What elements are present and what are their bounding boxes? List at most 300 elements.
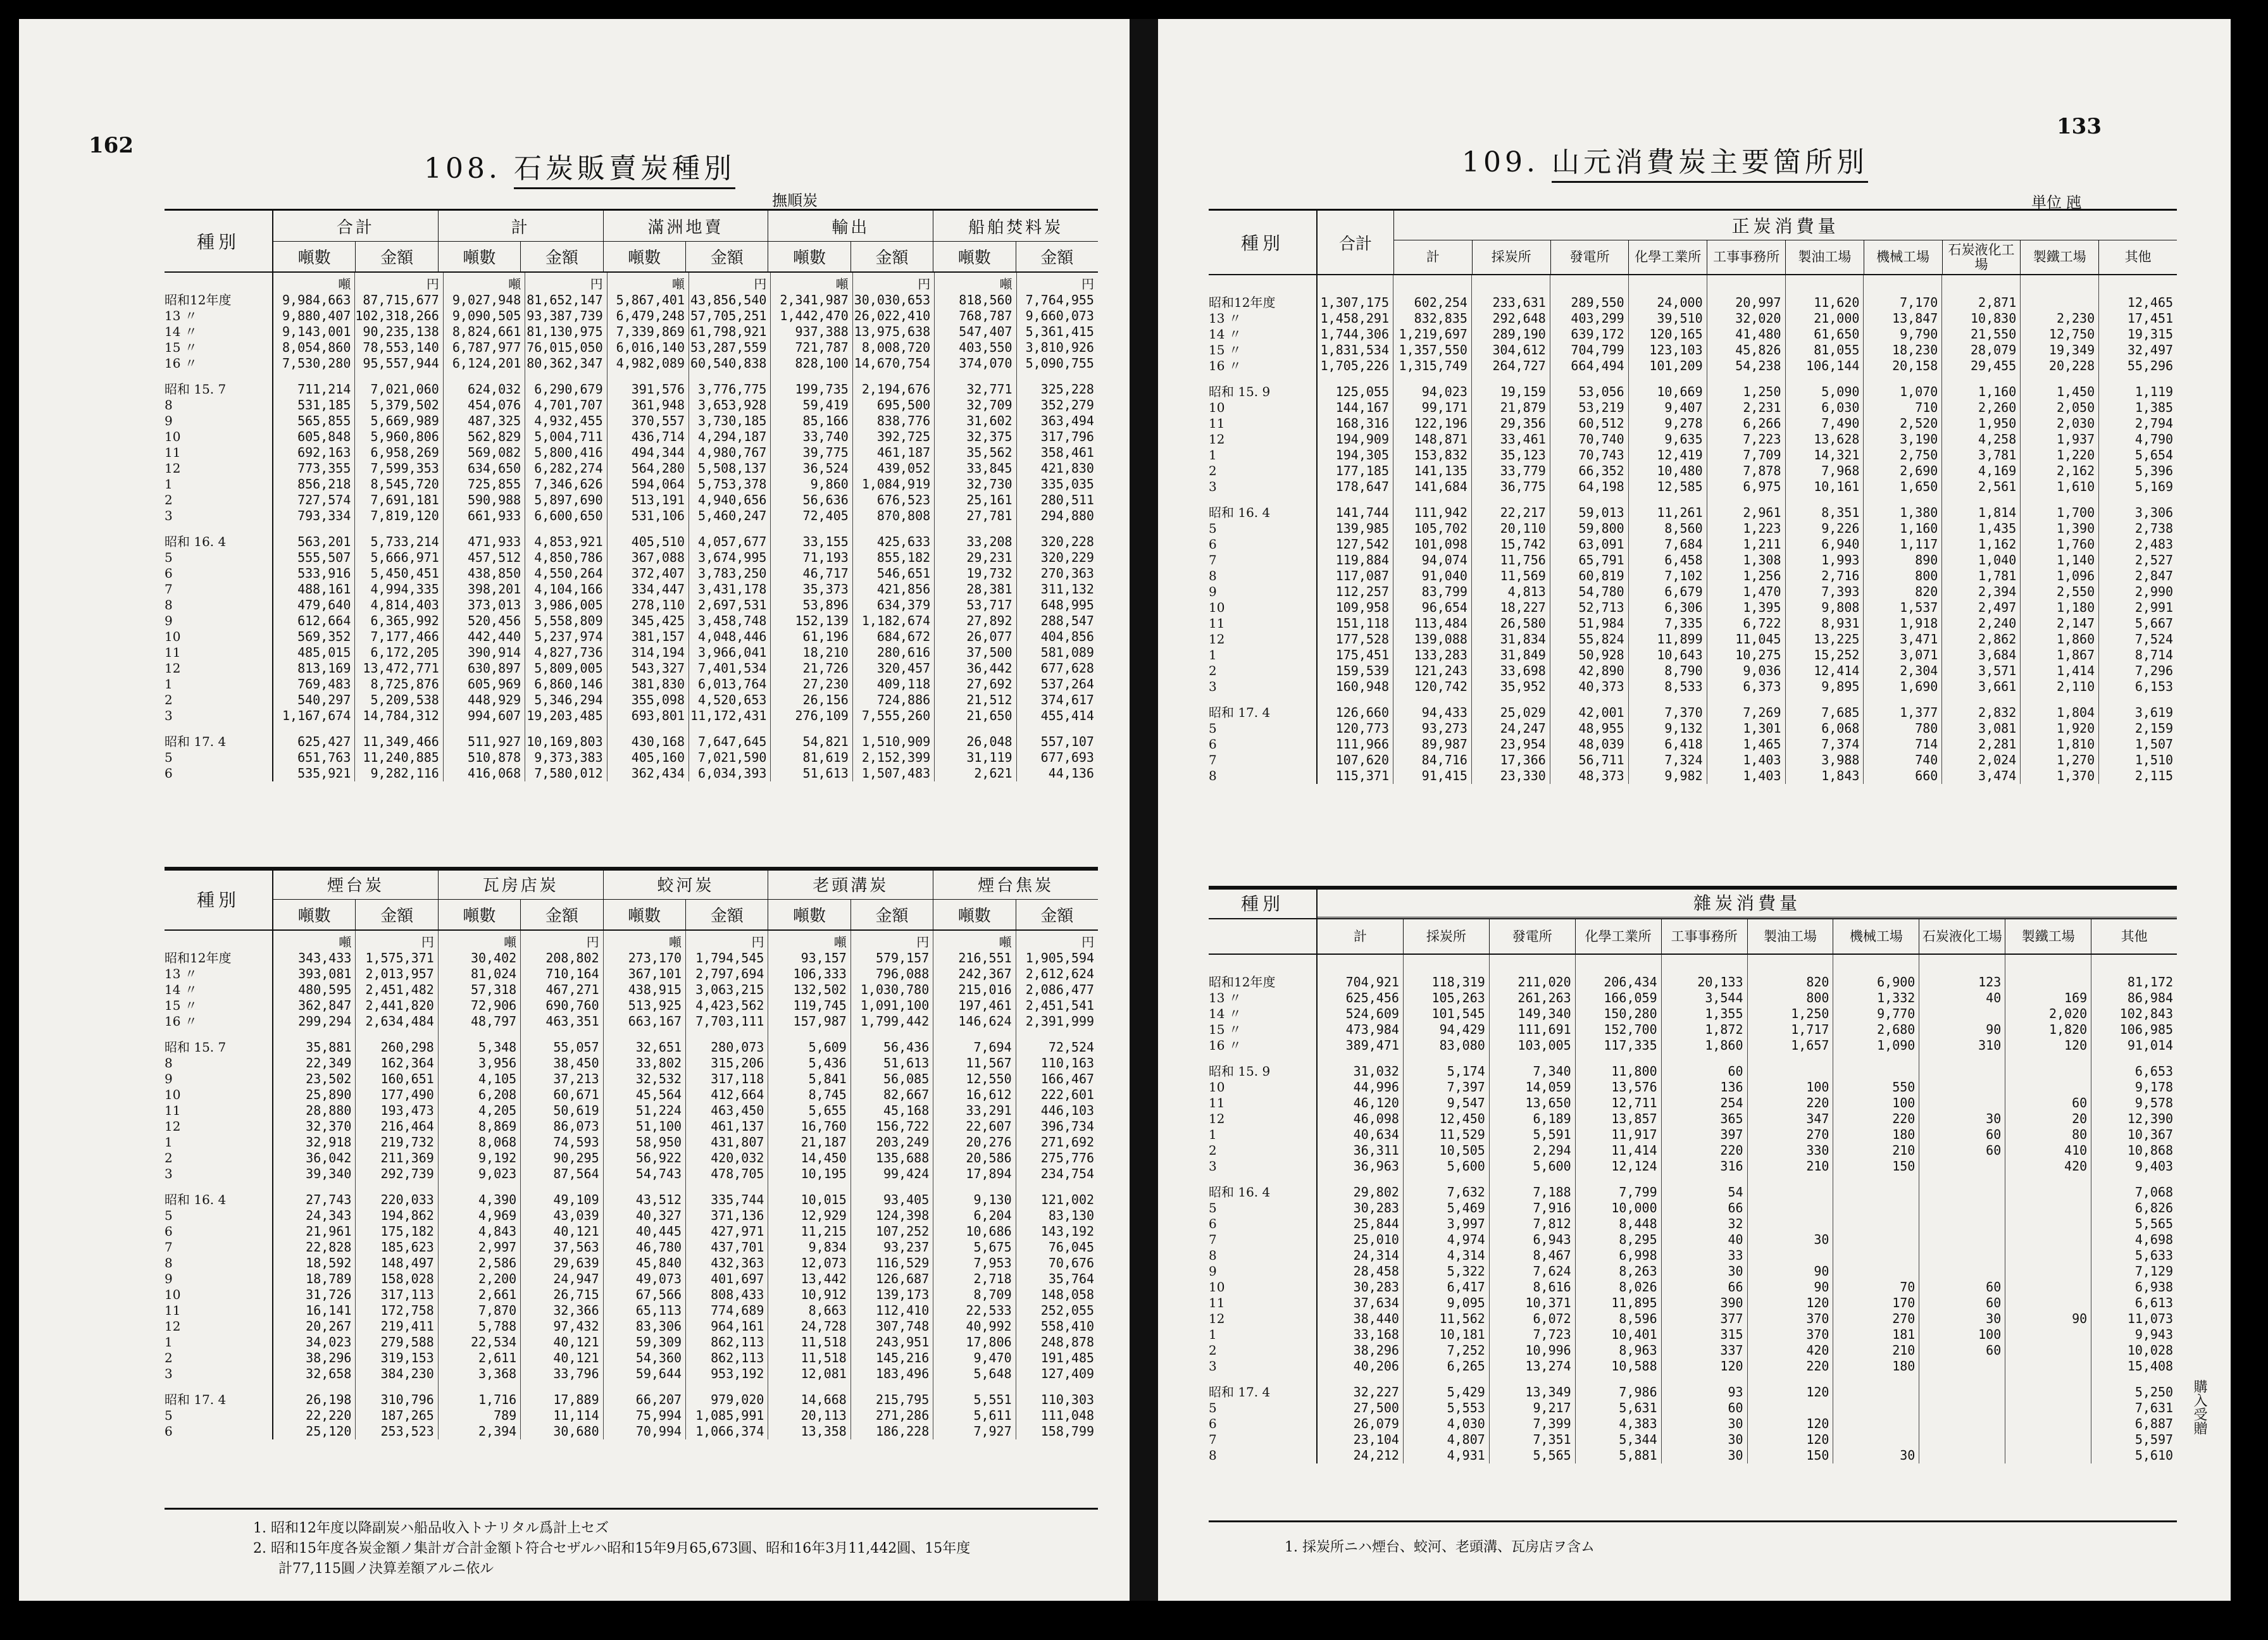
data-cell [1748,1184,1829,1200]
data-cell: 6,016,140 [616,340,685,355]
data-cell: 2,115 [2134,768,2174,783]
header-group [768,869,933,929]
data-cell: 66,352 [1578,463,1624,478]
row-label: 6 [165,566,173,581]
data-cell [2005,1432,2087,1448]
data-cell: 36,311 [1353,1143,1399,1158]
data-cell: 1,414 [2056,663,2095,678]
data-cell: 9,023 [478,1166,517,1181]
data-cell: 11,349,466 [363,734,439,749]
row-label: 10 [165,1087,181,1102]
data-cell: 30,680 [553,1424,599,1439]
data-cell: 510,878 [467,750,521,765]
data-cell: 96,654 [1421,600,1467,615]
data-cell: 150 [1806,1448,1829,1463]
row-label: 7 [1209,552,1217,568]
row-gap [1707,495,1781,505]
data-cell: 48,373 [1578,768,1624,783]
right-note-1: 1. 採炭所ニハ煙台、蛟河、老頭溝、瓦房店ヲ含ム [1285,1539,1595,1555]
data-cell: 7,819,120 [370,508,439,523]
data-cell: 38,296 [1353,1343,1399,1358]
data-cell: 1,950 [1978,416,2017,431]
data-cell: 60,819 [1578,568,1624,583]
data-cell: 49,109 [553,1192,599,1207]
row-gap [1404,1053,1485,1064]
data-cell: 22,220 [306,1408,352,1423]
row-label: 2 [1209,1343,1217,1358]
data-cell: 37,213 [553,1071,599,1086]
data-cell: 3,966,041 [698,645,767,660]
data-cell: 123 [1978,974,2002,990]
row-label: 6 [1209,1216,1217,1231]
data-cell: 1,918 [1900,616,1938,631]
data-column [525,273,607,781]
row-header: 種別 [1209,211,1318,274]
data-cell: 2,738 [2134,521,2174,536]
data-cell: 15,742 [1500,537,1546,552]
data-cell: 84,716 [1421,752,1467,767]
data-cell: 17,806 [966,1334,1012,1350]
data-cell: 264,727 [1492,358,1546,373]
data-cell: 9,984,663 [282,292,351,308]
data-cell: 727,574 [297,492,351,507]
data-cell: 334,447 [631,581,685,597]
data-cell: 473,984 [1345,1022,1399,1037]
data-cell: 1,370 [2056,768,2095,783]
data-cell: 6,124,201 [452,356,521,371]
data-cell: 59,419 [802,397,849,413]
data-cell: 243,951 [875,1334,930,1350]
row-gap [604,1182,682,1192]
sub-header: 採炭所 [1473,240,1551,274]
data-cell: 605,848 [297,429,351,444]
data-cell [2005,1400,2087,1416]
data-cell: 320,457 [876,661,931,676]
data-cell: 4,105 [478,1071,517,1086]
data-cell: 43,039 [553,1208,599,1223]
data-cell: 10,505 [1439,1143,1485,1158]
row-gap [1318,695,1389,705]
data-cell: 372,407 [631,566,685,581]
data-cell: 123,103 [1649,342,1703,357]
data-cell: 7,631 [2134,1400,2174,1415]
data-cell [2021,295,2095,311]
data-cell [2005,1327,2087,1343]
data-cell: 335,744 [711,1192,764,1207]
row-label: 8 [1209,1448,1217,1463]
data-cell: 4,843 [478,1224,517,1239]
data-cell: 33,168 [1353,1327,1399,1342]
data-cell: 2,394 [478,1424,517,1439]
data-cell: 5,597 [2134,1432,2174,1447]
data-cell: 116,529 [875,1255,930,1270]
data-cell [2005,1358,2087,1374]
data-cell: 3,368 [478,1366,517,1381]
data-cell: 260,298 [380,1040,434,1055]
sub-header: 其他 [2121,928,2148,944]
data-cell: 2,680 [1877,1022,1916,1037]
data-cell: 13,442 [801,1271,847,1286]
data-cell: 2,231 [1743,400,1781,415]
data-cell: 25,890 [306,1087,352,1102]
data-cell: 5,450,451 [370,566,439,581]
data-cell: 964,161 [711,1319,764,1334]
row-label: 5 [1209,1400,1217,1415]
data-cell: 4,850,786 [534,550,603,565]
data-cell: 4,980,767 [698,445,767,460]
data-cell: 127,409 [1040,1366,1095,1381]
row-label: 昭和 15. 7 [165,382,227,397]
data-column [444,273,525,781]
data-cell: 721,787 [795,340,849,355]
data-cell: 93 [1728,1384,1743,1400]
sub-header: 金額 [710,907,744,926]
row-label: 2 [1209,463,1217,478]
row-label: 12 [1209,1111,1225,1126]
table-body [165,273,1098,781]
data-cell: 23,330 [1500,768,1546,783]
data-cell: 32,497 [2127,342,2174,357]
data-cell: 3,986,005 [534,597,603,612]
data-cell: 3,190 [1900,432,1938,447]
data-column [1707,275,1786,784]
data-cell: 91,014 [2127,1038,2174,1053]
data-cell: 818,560 [959,292,1012,308]
data-cell: 335,035 [1040,476,1094,492]
data-cell: 21,726 [802,661,849,676]
data-cell: 5,881 [1619,1448,1657,1463]
data-cell: 7,684 [1664,537,1703,552]
data-column [1404,955,1490,1463]
data-cell: 29,802 [1353,1184,1399,1200]
row-gap [1550,374,1624,384]
data-cell: 2,451,482 [365,982,434,997]
row-label: 昭和12年度 [1209,295,1276,310]
data-cell: 9,808 [1821,600,1860,615]
data-cell: 2,086,477 [1025,982,1095,997]
row-gap [768,1382,846,1392]
data-cell: 1,717 [1791,1022,1829,1037]
data-cell: 177,490 [380,1087,434,1102]
data-cell: 11,800 [1611,1064,1657,1079]
data-cell: 330 [1806,1143,1829,1158]
group-sub [1318,919,2177,954]
table-header [165,211,1098,273]
header-group [439,869,604,929]
data-cell: 1,117 [1900,537,1938,552]
data-cell: 13,847 [1892,311,1938,326]
data-cell: 160,651 [380,1071,434,1086]
sub-header: 噸數 [273,900,356,929]
data-cell: 70,994 [635,1424,682,1439]
data-cell: 2,341,987 [780,292,849,308]
data-cell: 22,828 [306,1239,352,1255]
header-rest [1318,888,2177,918]
row-label: 6 [165,766,173,781]
data-cell: 100 [1978,1327,2002,1342]
data-cell: 143,192 [1040,1224,1095,1239]
data-cell: 46,717 [802,566,849,581]
data-cell: 6,613 [2134,1295,2174,1310]
data-cell: 374,070 [959,356,1012,371]
data-cell: 49,073 [635,1271,682,1286]
data-cell: 252,055 [1040,1303,1095,1318]
data-cell: 21,512 [966,692,1012,707]
sub-header: 製鐵工場 [2021,240,2099,274]
data-cell: 66 [1728,1279,1743,1295]
data-cell: 7,927 [973,1424,1012,1439]
row-gap [165,371,272,382]
data-cell: 5,600 [1533,1159,1571,1174]
data-cell: 7,632 [1447,1184,1485,1200]
data-cell: 5,379,502 [370,397,439,413]
data-cell: 3,810,926 [1025,340,1094,355]
unit-row-spacer [1786,279,1860,295]
data-cell [1919,1216,2001,1232]
data-cell: 51,613 [802,766,849,781]
data-cell: 1,872 [1705,1022,1743,1037]
data-cell: 7,021,590 [698,750,767,765]
right-title-number: 109. [1462,146,1539,178]
data-cell: 5,396 [2134,463,2174,478]
row-label: 15 〃 [165,998,197,1013]
data-cell: 391,576 [631,382,685,397]
data-cell: 531,185 [297,397,351,413]
data-cell: 27,500 [1353,1400,1399,1415]
data-cell: 26,048 [966,734,1012,749]
data-cell: 2,794 [2134,416,2174,431]
data-cell: 11,567 [966,1055,1012,1071]
data-cell: 11,569 [1500,568,1546,583]
data-cell: 4,390 [478,1192,517,1207]
data-cell: 65,791 [1578,552,1624,568]
data-cell: 294,880 [1040,508,1094,523]
data-cell: 725,855 [467,476,521,492]
data-cell: 838,776 [876,413,931,428]
data-cell: 5,609 [808,1040,847,1055]
data-column [604,931,686,1439]
data-cell: 3,474 [1978,768,2017,783]
data-cell: 208,802 [545,950,599,966]
data-cell: 524,609 [1345,1006,1399,1021]
data-cell: 105,263 [1431,990,1485,1005]
data-cell: 2,634,484 [365,1014,434,1029]
total-header: 合計 [1318,211,1394,274]
data-cell: 40 [1728,1232,1743,1247]
data-cell: 90 [1814,1279,1829,1295]
data-cell: 30 [1900,1448,1916,1463]
row-gap [273,371,351,382]
unit-mark: 噸 [339,935,352,950]
right-notes [1285,1538,1595,1558]
coal-consumption-table-2 [1209,886,2177,1522]
data-cell: 60 [1986,1279,2002,1295]
data-cell: 856,218 [297,476,351,492]
data-cell: 30,402 [470,950,517,966]
data-cell [1919,1264,2001,1279]
data-cell: 72,524 [1048,1040,1095,1055]
data-cell: 54,238 [1735,358,1781,373]
data-cell: 11,414 [1611,1143,1657,1158]
row-gap [1472,695,1546,705]
row-gap [1942,495,2016,505]
header-group [439,211,604,271]
data-cell: 8,616 [1533,1279,1571,1295]
row-gap [1942,695,2016,705]
data-cell: 11,240,885 [363,750,439,765]
row-labels [1209,275,1318,784]
data-cell: 81,130,975 [526,324,603,339]
data-cell: 8,709 [973,1287,1012,1302]
data-column [2021,275,2099,784]
data-cell: 23,104 [1353,1432,1399,1447]
row-gap [851,1382,929,1392]
data-cell: 2,050 [2056,400,2095,415]
data-cell: 14,668 [801,1392,847,1407]
data-cell: 206,434 [1604,974,1657,990]
data-cell: 8,533 [1664,679,1703,694]
data-cell: 99,424 [883,1166,930,1181]
data-cell: 186,228 [875,1424,930,1439]
data-cell: 118,319 [1431,974,1485,990]
data-cell: 26,198 [306,1392,352,1407]
row-gap [356,1382,433,1392]
data-cell: 5,600 [1447,1159,1485,1174]
data-column [1919,955,2005,1463]
data-cell: 11,620 [1814,295,1860,310]
data-cell: 404,856 [1040,629,1094,644]
table-body [1209,275,2177,784]
row-label: 12 [1209,631,1225,647]
data-cell [2005,1184,2087,1200]
data-cell: 2,230 [2056,311,2095,326]
data-cell: 254 [1720,1095,1743,1110]
data-cell: 2,690 [1900,463,1938,478]
data-cell: 112,410 [875,1303,930,1318]
data-cell: 18,210 [802,645,849,660]
data-cell: 4,520,653 [698,692,767,707]
data-cell: 51,224 [635,1103,682,1118]
row-gap [1919,1053,2001,1064]
row-gap [2099,495,2173,505]
row-label: 3 [1209,479,1217,494]
row-gap [1748,1053,1829,1064]
data-cell: 7,916 [1533,1200,1571,1215]
data-cell: 33,291 [966,1103,1012,1118]
data-cell: 5,675 [973,1239,1012,1255]
header-group [273,869,439,929]
data-cell: 5,667 [2134,616,2174,631]
data-cell: 64,198 [1578,479,1624,494]
data-cell: 820 [1806,974,1829,990]
data-cell: 6,787,977 [452,340,521,355]
data-cell: 4,931 [1447,1448,1485,1463]
data-cell: 57,705,251 [690,308,767,323]
left-notes [253,1519,1114,1579]
data-cell: 773,355 [297,461,351,476]
data-cell: 71,193 [802,550,849,565]
data-cell: 488,161 [297,581,351,597]
data-column [355,273,443,781]
data-cell: 4,314 [1447,1248,1485,1263]
data-cell: 7,878 [1743,463,1781,478]
group-title: 煙台炭 [273,869,438,900]
data-cell: 2,281 [1978,736,2017,752]
data-cell: 3,081 [1978,721,2017,736]
data-cell: 30 [1728,1432,1743,1447]
data-cell [2005,1216,2087,1232]
sub-header: 化學工業所 [1629,240,1707,274]
data-cell: 120,742 [1414,679,1467,694]
data-cell: 270,363 [1040,566,1094,581]
data-cell: 26,580 [1500,616,1546,631]
data-cell: 32,771 [966,382,1012,397]
data-cell: 292,739 [380,1166,434,1181]
data-cell: 1,507 [2134,736,2174,752]
right-page-number: 133 [2057,114,2102,139]
data-cell: 316 [1720,1159,1743,1174]
data-cell: 3,471 [1900,631,1938,647]
data-cell [1833,1184,1915,1200]
unit-row-spacer [1662,959,1743,974]
data-cell: 579,157 [875,950,930,966]
data-cell: 7,269 [1743,705,1781,720]
data-cell: 18,592 [306,1255,352,1270]
row-gap [439,1029,516,1040]
header-groups [273,869,1098,929]
row-gap [1833,1174,1915,1184]
data-cell: 511,927 [467,734,521,749]
row-gap [1393,695,1467,705]
data-cell: 5,733,214 [370,534,439,549]
data-cell: 1,390 [2056,521,2095,536]
row-gap [1942,374,2016,384]
row-gap [2099,374,2173,384]
data-cell: 156,722 [875,1119,930,1134]
row-label: 9 [165,413,173,428]
row-gap [1576,1053,1657,1064]
row-gap [1209,1374,1316,1384]
data-cell: 362,847 [298,998,352,1013]
data-cell: 183,496 [875,1366,930,1381]
data-cell: 365 [1720,1111,1743,1126]
data-cell: 370 [1806,1327,1829,1342]
data-cell: 11,917 [1611,1127,1657,1142]
data-cell: 3,619 [2134,705,2174,720]
data-cell: 35,123 [1500,447,1546,463]
row-gap [2091,1374,2173,1384]
data-cell: 50,928 [1578,647,1624,662]
data-cell: 813,169 [297,661,351,676]
sub-header: 噸數 [768,242,850,271]
data-cell: 2,750 [1900,447,1938,463]
data-cell: 768,787 [959,308,1012,323]
data-cell: 1,219,697 [1399,326,1467,342]
data-cell [1748,1064,1829,1079]
data-cell: 5,508,137 [698,461,767,476]
data-cell: 35,562 [966,445,1012,460]
data-cell: 405,510 [631,534,685,549]
row-label: 3 [1209,1358,1217,1374]
data-cell: 401,697 [711,1271,764,1286]
data-cell: 12,450 [1439,1111,1485,1126]
data-cell: 90,295 [553,1150,599,1165]
row-labels [165,931,273,1439]
row-label: 5 [1209,521,1217,536]
data-cell: 95,557,944 [363,356,439,371]
row-label: 3 [1209,679,1217,694]
data-cell: 557,107 [1040,734,1094,749]
